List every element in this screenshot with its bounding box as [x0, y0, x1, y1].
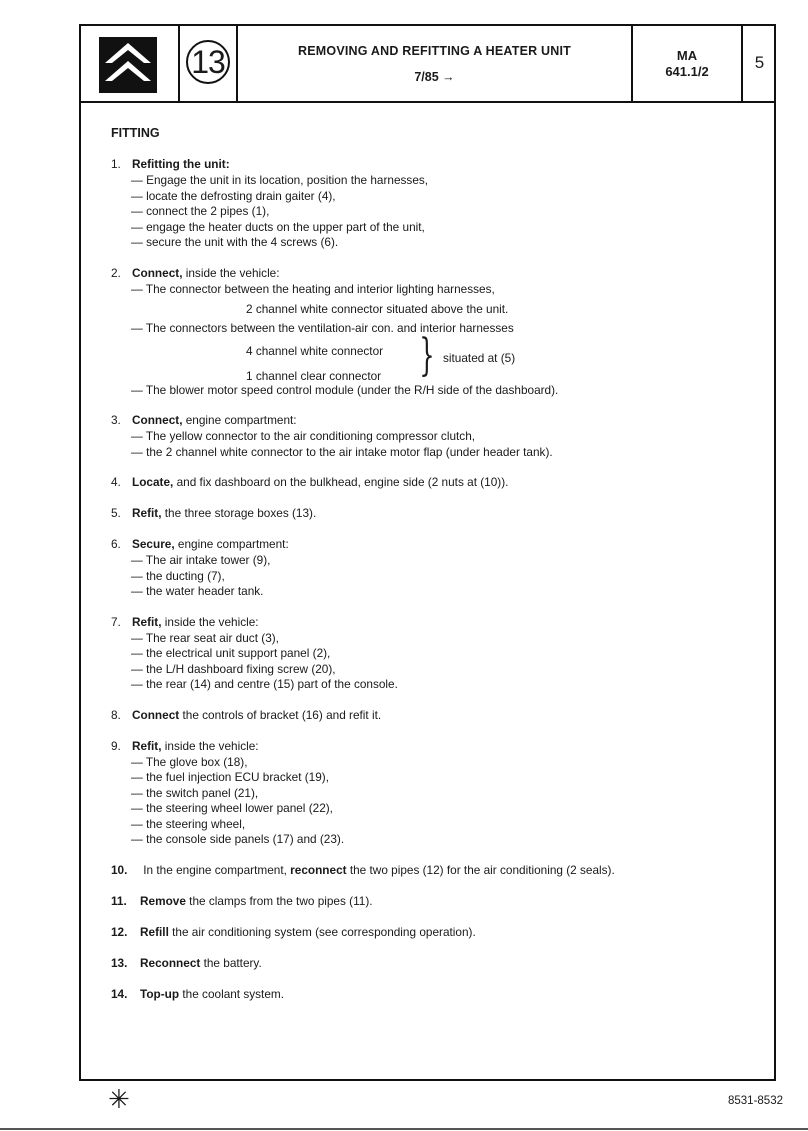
list-item: — Engage the unit in its location, position the harnesses,: [131, 173, 429, 187]
list-item: — secure the unit with the 4 screws (6).: [131, 235, 339, 249]
step-1: [111, 156, 761, 251]
connector-1-channel: 1 channel clear connector: [246, 368, 382, 383]
step-number: 5.: [111, 506, 121, 520]
connector-group: [111, 329, 761, 383]
step-text: the clamps from the two pipes (11).: [185, 893, 373, 908]
step-12: [111, 924, 761, 940]
connector-note: 2 channel white connector situated above the unit.: [246, 302, 509, 316]
step-number: 1.: [111, 157, 121, 171]
step-number: 10.: [111, 862, 128, 877]
step-action: Refill: [140, 924, 169, 939]
step-number: 7.: [111, 614, 121, 629]
step-7: [111, 614, 761, 693]
list-item: — the switch panel (21),: [131, 785, 259, 800]
page-date: 7/85 →: [414, 70, 455, 84]
step-text: the air conditioning system (see corresponding operation).: [168, 924, 476, 939]
step-action: Secure,: [132, 537, 175, 551]
step-number: 6.: [111, 537, 121, 551]
page-content: [111, 126, 761, 1017]
step-number: 2.: [111, 265, 121, 280]
connector-4-channel: 4 channel white connector: [246, 343, 384, 358]
list-item: — the L/H dashboard fixing screw (20),: [131, 661, 336, 676]
page-title: REMOVING AND REFITTING A HEATER UNIT: [298, 44, 571, 58]
step-text: inside the vehicle:: [182, 265, 280, 280]
step-text: inside the vehicle:: [161, 738, 259, 753]
step-5: [111, 505, 761, 522]
step-number: 8.: [111, 707, 121, 722]
step-text: engine compartment:: [182, 413, 297, 427]
list-item: — the 2 channel white connector to the air intake motor flap (under header tank).: [131, 444, 553, 459]
section-heading: FITTING: [111, 126, 160, 140]
step-text: inside the vehicle:: [161, 614, 259, 629]
step-text: the controls of bracket (16) and refit it.: [179, 707, 382, 722]
step-text: the three storage boxes (13).: [161, 506, 317, 520]
connector-location: situated at (5): [443, 350, 516, 365]
step-number: 14.: [111, 986, 128, 1001]
step-text: the coolant system.: [179, 986, 285, 1001]
citroen-chevron-logo: [99, 37, 157, 93]
page-frame: [79, 24, 776, 1081]
step-text: In the engine compartment,: [140, 862, 291, 877]
step-number: 3.: [111, 413, 121, 427]
list-item: — The connector between the heating and interior lighting harnesses,: [131, 281, 495, 296]
list-item: — The rear seat air duct (3),: [131, 630, 279, 645]
list-item: — connect the 2 pipes (1),: [131, 204, 270, 218]
step-number: 12.: [111, 924, 128, 939]
list-item: — The air intake tower (9),: [131, 553, 271, 567]
list-item: — the fuel injection ECU bracket (19),: [131, 770, 330, 784]
step-text: and fix dashboard on the bulkhead, engine side (2 nuts at (10)).: [173, 475, 509, 489]
list-item: — locate the defrosting drain gaiter (4),: [131, 188, 336, 203]
step-action: Connect,: [132, 265, 183, 280]
step-6: [111, 536, 761, 600]
page-number: 5: [754, 53, 765, 72]
document-code: 8531-8532: [728, 1095, 783, 1107]
list-item: — The blower motor speed control module (under the R/H side of the dashboard).: [131, 382, 559, 397]
step-action: reconnect: [290, 862, 347, 877]
list-item: — engage the heater ducts on the upper part of the unit,: [131, 219, 425, 234]
step-number: 9.: [111, 738, 121, 753]
reference-line-2: 641.1/2: [665, 64, 709, 79]
list-item: — The connectors between the ventilation-air con. and interior harnesses: [131, 321, 514, 335]
step-10: [111, 862, 761, 878]
step-action: Refit,: [132, 506, 162, 520]
section-number: 13: [186, 40, 230, 84]
step-text: the battery.: [200, 955, 262, 970]
step-action: Locate,: [132, 475, 174, 489]
step-action: Connect: [132, 707, 180, 722]
brace-icon: }: [419, 329, 435, 381]
step-action: Reconnect: [140, 955, 201, 970]
step-9: [111, 738, 761, 848]
list-item: — The glove box (18),: [131, 754, 248, 769]
step-action: Refit,: [132, 614, 162, 629]
step-11: [111, 893, 761, 909]
step-action: Refit,: [132, 738, 162, 753]
page-header: [81, 26, 774, 103]
list-item: — the steering wheel lower panel (22),: [131, 801, 333, 815]
list-item: — the steering wheel,: [131, 816, 246, 831]
step-number: 11.: [111, 893, 127, 908]
step-13: [111, 955, 761, 971]
page-number-cell: [743, 26, 776, 101]
step-8: [111, 707, 761, 724]
step-3: [111, 412, 761, 460]
step-text: the two pipes (12) for the air conditioning (2 seals).: [346, 862, 615, 877]
list-item: — the water header tank.: [131, 584, 264, 598]
asterisk-icon: ✳: [108, 1085, 130, 1115]
list-item: — the electrical unit support panel (2),: [131, 646, 331, 660]
list-item: — the console side panels (17) and (23).: [131, 832, 345, 846]
title-cell: [238, 26, 633, 101]
list-item: — the ducting (7),: [131, 568, 225, 583]
step-number: 13.: [111, 955, 128, 970]
step-action: Remove: [140, 893, 186, 908]
step-14: [111, 986, 761, 1002]
step-text: engine compartment:: [174, 537, 289, 551]
step-2: [111, 265, 761, 399]
step-action: Top-up: [140, 986, 180, 1001]
chevron-icon: [99, 37, 157, 93]
step-action: Refitting the unit:: [132, 157, 230, 171]
logo-cell: [81, 26, 180, 101]
reference-line-1: MA: [676, 48, 698, 63]
bottom-divider: [0, 1128, 808, 1130]
step-action: Connect,: [132, 413, 183, 427]
reference-cell: [633, 26, 743, 101]
list-item: — The yellow connector to the air conditioning compressor clutch,: [131, 429, 476, 443]
list-item: — the rear (14) and centre (15) part of the console.: [131, 677, 398, 691]
step-number: 4.: [111, 475, 121, 489]
step-4: [111, 474, 761, 491]
section-number-cell: [180, 26, 238, 101]
